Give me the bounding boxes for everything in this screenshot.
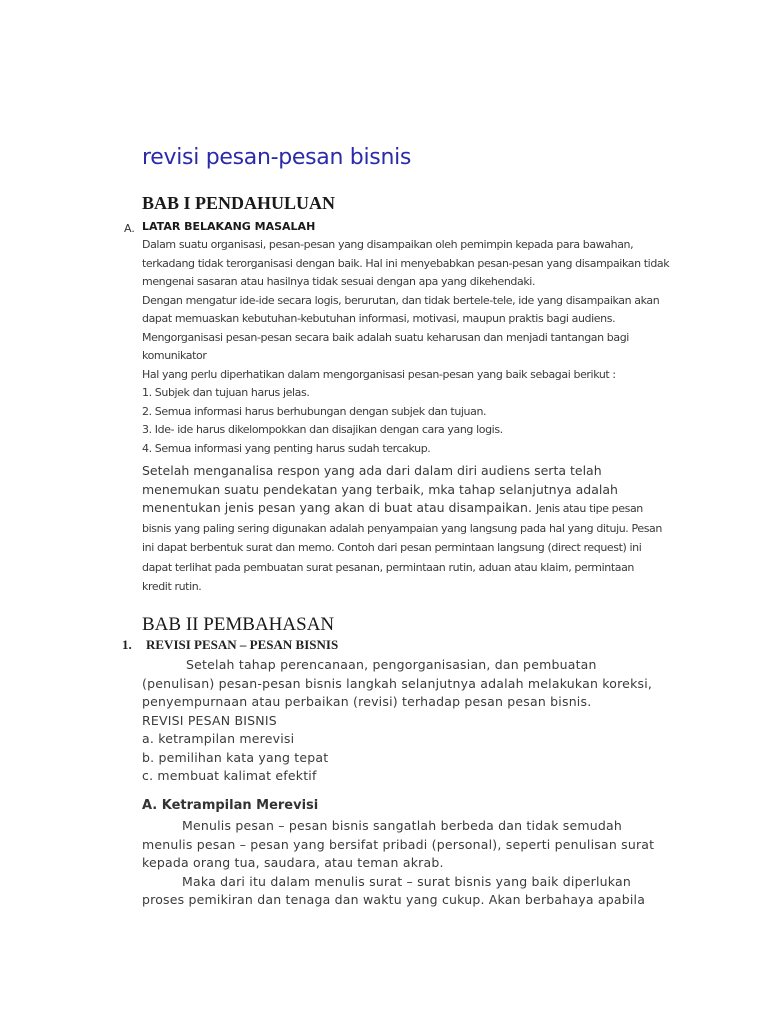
paragraph: Menulis pesan – pesan bisnis sangatlah berbeda dan tidak semudah menulis pesan – pesan yang bersifat pribadi (personal), seperti penulisan surat kepada orang tua, saudara, atau teman akrab. [142, 818, 655, 870]
paragraph: Mengorganisasi pesan-pesan secara baik adalah suatu keharusan dan menjadi tantangan bagi komunikator [142, 330, 629, 362]
closing-large: Setelah menganalisa respon yang ada dari dalam diri audiens serta telah menemukan suatu pendekatan yang terbaik, mka tahap selanjutnya adalah menentukan jenis pesan yang akan di buat atau disampaikan. [142, 463, 618, 515]
paragraph: Dalam suatu organisasi, pesan-pesan yang disampaikan oleh pemimpin kepada para bawahan, terkadang tidak terorganisasi dengan baik. Hal ini menyebabkan pesan-pesan yang disampaikan tidak mengenai sasaran atau hasilnya tidak sesuai dengan apa yang dikehendaki. [142, 238, 670, 288]
sub-body [142, 817, 662, 910]
bab2-body [142, 656, 662, 786]
list-item: 3. Ide- ide harus dikelompokkan dan disajikan dengan cara yang logis. [142, 423, 503, 436]
document-title: revisi pesan-pesan bisnis [142, 145, 412, 170]
list-item: 4. Semua informasi yang penting harus sudah tercakup. [142, 441, 431, 455]
list-item: b. pemilihan kata yang tepat [142, 749, 329, 765]
intro-paragraph: Setelah tahap perencanaan, pengorganisasian, dan pembuatan (penulisan) pesan-pesan bisnis langkah selanjutnya adalah melakukan koreksi, penyempurnaan atau perbaikan (revisi) terhadap pesan pesan bisnis. [142, 657, 653, 709]
paragraph: Maka dari itu dalam menulis surat – surat bisnis yang baik diperlukan proses pemikiran dan tenaga dan waktu yang cukup. Akan berbahaya apabila [142, 873, 646, 907]
bab2-heading: BAB II PEMBAHASAN [142, 614, 335, 635]
bab2-item-heading [122, 637, 339, 653]
list-item: 2. Semua informasi harus berhubungan dengan subjek dan tujuan. [142, 404, 487, 418]
closing-small: Jenis atau tipe pesan bisnis yang paling sering digunakan adalah penyampaian yang langsung pada hal yang dituju. Pesan ini dapat berbentuk surat dan memo. Contoh dari pesan permintaan langsung (direct request) ini dapat terlihat pada pembuatan surat pesanan, permintaan rutin, aduan atau klaim, permintaan kredit rutin. [142, 502, 662, 593]
section-heading: LATAR BELAKANG MASALAH [142, 220, 316, 233]
paragraph: Hal yang perlu diperhatikan dalam mengorganisasi pesan-pesan yang baik sebagai berikut : [142, 367, 616, 381]
list-item: c. membuat kalimat efektif [142, 768, 317, 783]
section-letter: A. [124, 222, 135, 235]
paragraph: Dengan mengatur ide-ide secara logis, berurutan, dan tidak bertele-tele, ide yang disampaikan akan dapat memuaskan kebutuhan-kebutuhan informasi, motivasi, maupun praktis bagi audiens. [142, 293, 660, 325]
bab1-paragraphs [142, 236, 682, 458]
item-number: 1. [122, 637, 132, 652]
list-item: 1. Subjek dan tujuan harus jelas. [142, 386, 310, 399]
bab1-heading: BAB I PENDAHULUAN [142, 193, 336, 213]
list-title: REVISI PESAN BISNIS [142, 712, 277, 728]
sub-heading: A. Ketrampilan Merevisi [142, 798, 319, 813]
bab1-closing [142, 462, 662, 597]
list-item: a. ketrampilan merevisi [142, 731, 295, 746]
item-title: REVISI PESAN – PESAN BISNIS [146, 637, 339, 652]
